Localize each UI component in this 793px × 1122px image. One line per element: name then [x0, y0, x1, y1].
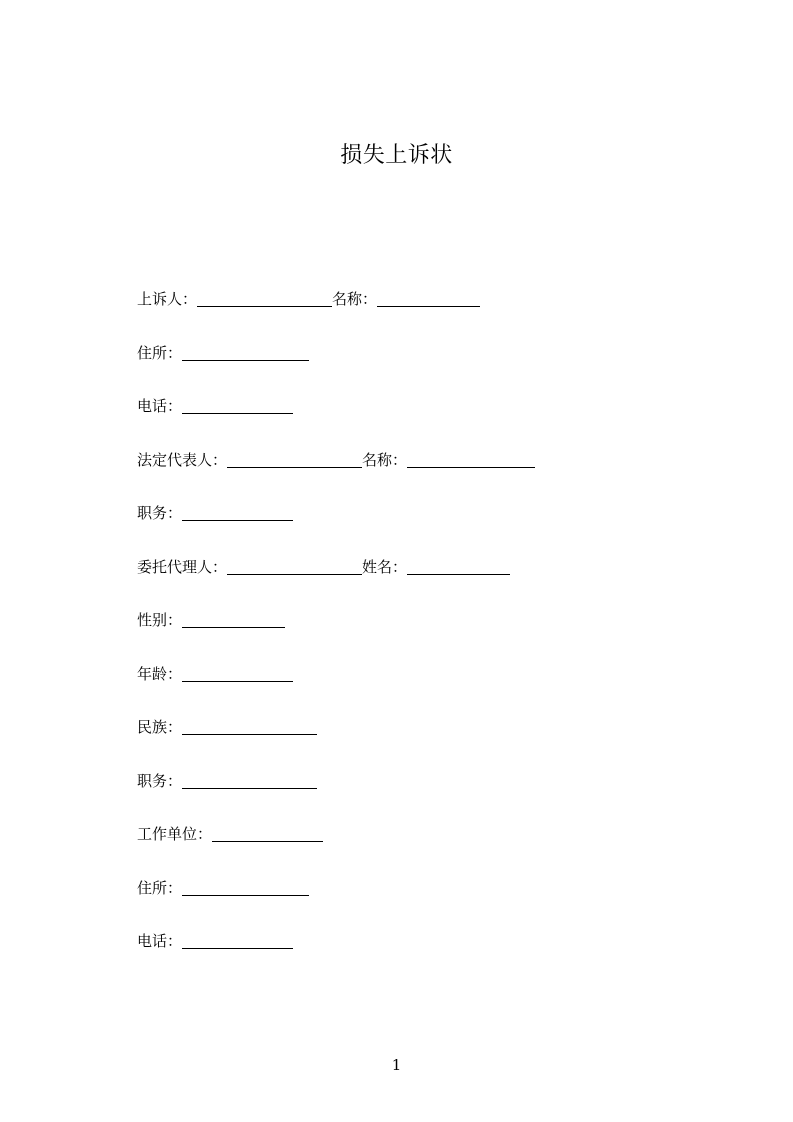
work-unit-row	[137, 824, 737, 878]
party-info-form	[137, 289, 737, 985]
residence-row-2	[137, 878, 737, 932]
work-unit-blank	[212, 824, 323, 842]
position-blank-2	[182, 771, 317, 789]
residence-blank-1	[182, 343, 309, 361]
residence-blank-2	[182, 878, 309, 896]
appellant-row	[137, 289, 737, 343]
age-label: 年龄：	[137, 664, 183, 683]
position-blank-1	[182, 503, 293, 521]
age-row	[137, 664, 737, 718]
legal-rep-name-blank	[407, 450, 535, 468]
position-label-1: 职务：	[137, 504, 183, 522]
gender-blank	[182, 610, 285, 628]
phone-row-1	[137, 396, 737, 450]
appellant-name-label: 名称：	[332, 290, 378, 308]
ethnicity-blank	[182, 717, 317, 735]
residence-row-1	[137, 343, 737, 397]
age-blank	[182, 664, 293, 682]
appellant-name-blank	[377, 289, 480, 307]
legal-rep-row	[137, 450, 737, 504]
gender-label: 性别：	[137, 611, 183, 629]
phone-blank-2	[182, 931, 293, 949]
agent-name-label: 姓名：	[362, 557, 408, 576]
agent-row	[137, 557, 737, 611]
ethnicity-label: 民族：	[137, 718, 183, 736]
residence-label-1: 住所：	[137, 343, 183, 362]
position-row-2	[137, 771, 737, 825]
phone-label-2: 电话：	[137, 932, 183, 950]
position-row-1	[137, 503, 737, 557]
gender-row	[137, 610, 737, 664]
agent-name-blank	[407, 557, 510, 575]
legal-rep-label: 法定代表人：	[137, 450, 228, 469]
appellant-label: 上诉人：	[137, 290, 198, 308]
agent-blank	[227, 557, 362, 575]
page-number: 1	[391, 1056, 402, 1074]
phone-blank-1	[182, 396, 293, 414]
work-unit-label: 工作单位：	[137, 825, 213, 843]
ethnicity-row	[137, 717, 737, 771]
document-title: 损失上诉状	[340, 143, 453, 168]
position-label-2: 职务：	[137, 771, 183, 790]
legal-rep-name-label: 名称：	[362, 450, 408, 469]
residence-label-2: 住所：	[137, 878, 183, 897]
phone-label-1: 电话：	[137, 397, 183, 415]
agent-label: 委托代理人：	[137, 557, 228, 576]
legal-rep-blank	[227, 450, 362, 468]
phone-row-2	[137, 931, 737, 985]
appellant-blank	[197, 289, 332, 307]
